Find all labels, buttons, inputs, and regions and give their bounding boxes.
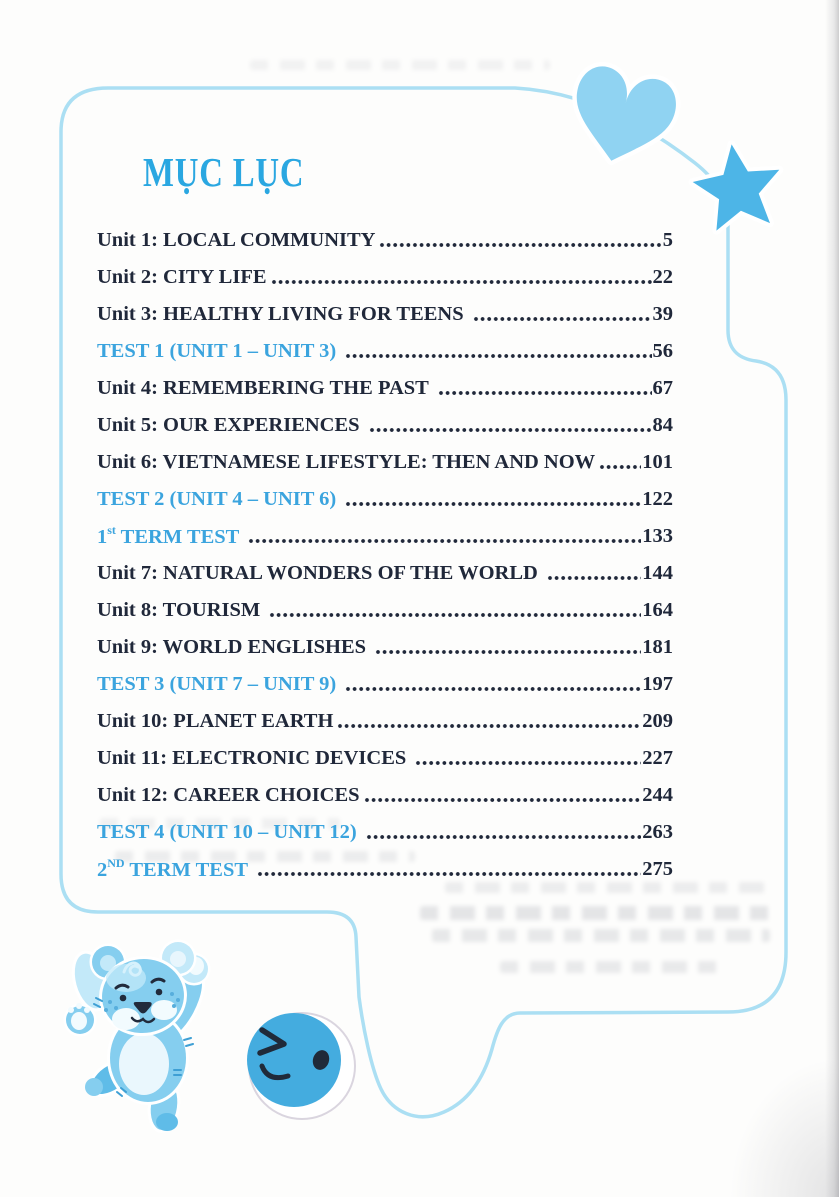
dot-leader [438,390,652,396]
toc-entry-label: Unit 11: ELECTRONIC DEVICES [97,747,412,770]
toc-row [97,733,673,770]
page-number: 67 [652,377,673,400]
page-number: 39 [652,303,673,326]
page-number: 122 [642,488,673,511]
toc-row [97,696,673,733]
winking-face-icon [247,1013,355,1119]
toc-row [97,252,673,289]
dot-leader [248,538,641,544]
dot-leader [366,834,641,840]
toc-entry-label: 2ND TERM TEST [97,855,253,881]
toc-entry-label: Unit 3: HEALTHY LIVING FOR TEENS [97,303,469,326]
dot-leader [415,760,641,766]
page-title: MỤC LỤC [143,149,305,195]
page-number: 101 [642,451,673,474]
teddy-bear-icon [66,942,210,1132]
toc-entry-label: 1st TERM TEST [97,522,245,548]
toc-row [97,363,673,400]
dot-leader [599,464,641,470]
page-number: 263 [642,821,673,844]
dot-leader [375,649,641,655]
dot-leader [369,427,652,433]
toc-row [97,844,673,881]
toc-entry-label: Unit 1: LOCAL COMMUNITY [97,229,376,252]
toc-row [97,215,673,252]
toc-row [97,474,673,511]
toc-entry-label: TEST 3 (UNIT 7 – UNIT 9) [97,673,342,696]
toc-entry-label: Unit 6: VIETNAMESE LIFESTYLE: THEN AND NOW [97,451,596,474]
toc-row [97,511,673,548]
toc-entry-label: Unit 8: TOURISM [97,599,266,622]
dot-leader [547,575,641,581]
toc-entry-label: Unit 5: OUR EXPERIENCES [97,414,365,437]
toc-entry-label: TEST 2 (UNIT 4 – UNIT 6) [97,488,342,511]
page-number: 209 [642,710,673,733]
page-number: 275 [642,858,673,881]
page-number: 144 [642,562,673,585]
toc-row [97,585,673,622]
page-number: 244 [642,784,673,807]
toc-entry-label: Unit 4: REMEMBERING THE PAST [97,377,434,400]
toc-row [97,437,673,474]
toc-entry-label: Unit 9: WORLD ENGLISHES [97,636,372,659]
heart-icon [563,61,682,173]
page-number: 197 [642,673,673,696]
dot-leader [345,501,641,507]
toc-row [97,622,673,659]
toc-entry-label: Unit 7: NATURAL WONDERS OF THE WORLD [97,562,543,585]
page-number: 227 [642,747,673,770]
dot-leader [269,612,641,618]
page-number: 181 [642,636,673,659]
toc-entry-label: TEST 1 (UNIT 1 – UNIT 3) [97,340,342,363]
toc-row [97,326,673,363]
dot-leader [337,723,641,729]
toc-entry-label: Unit 12: CAREER CHOICES [97,784,360,807]
page-number: 164 [642,599,673,622]
dot-leader [364,797,642,803]
toc-row [97,659,673,696]
page-number: 84 [652,414,673,437]
toc-row [97,548,673,585]
toc-row [97,770,673,807]
toc-row [97,807,673,844]
dot-leader [257,871,641,877]
toc-entry-label: TEST 4 (UNIT 10 – UNIT 12) [97,821,362,844]
star-icon [693,144,780,230]
dot-leader [271,279,652,285]
toc-entry-label: Unit 10: PLANET EARTH [97,710,334,733]
toc-list [97,215,673,881]
toc-entry-label: Unit 2: CITY LIFE [97,266,267,289]
page-number: 22 [652,266,673,289]
dot-leader [345,686,641,692]
dot-leader [379,242,661,248]
page-number: 56 [652,340,673,363]
dot-leader [345,353,651,359]
dot-leader [473,316,652,322]
toc-row [97,400,673,437]
page-number: 133 [642,525,673,548]
page-number: 5 [662,229,673,252]
toc-row [97,289,673,326]
